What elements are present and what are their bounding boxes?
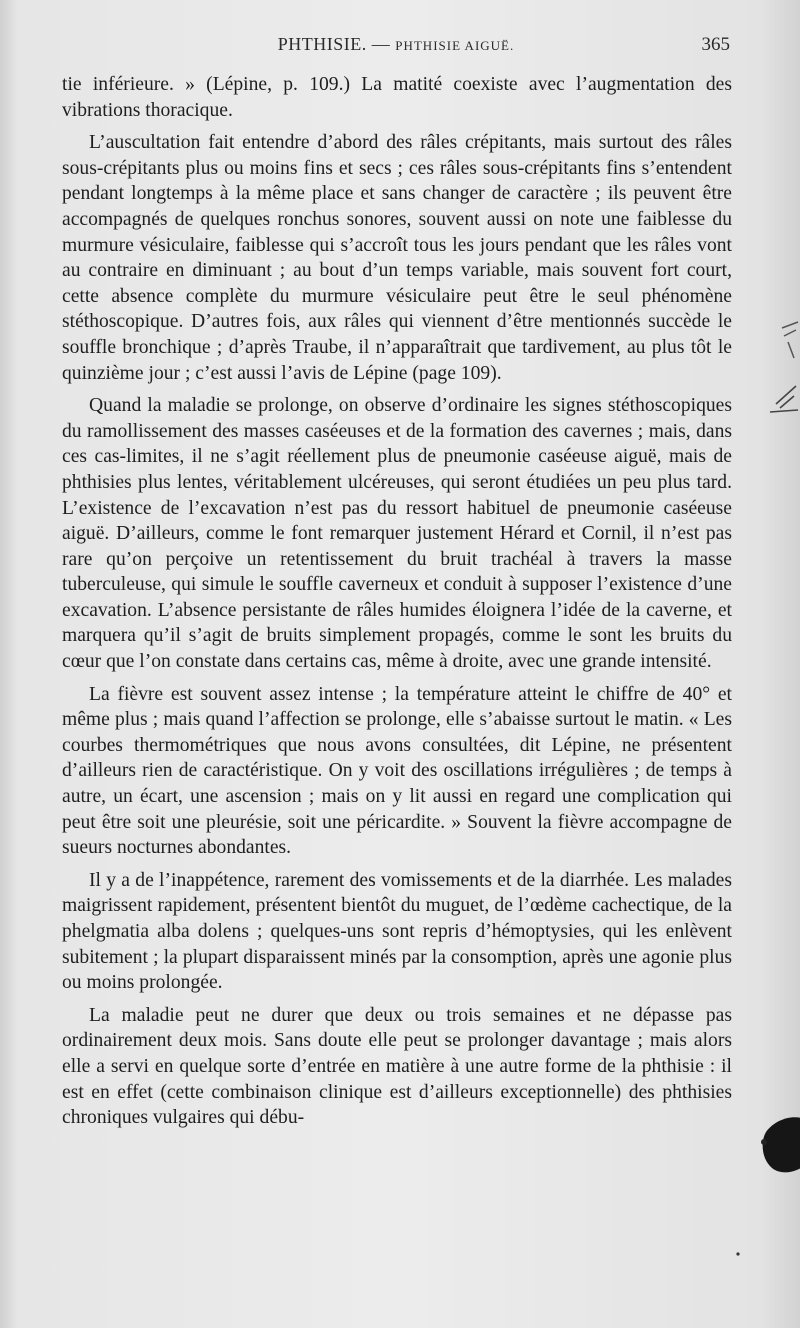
paragraph-2: L’auscultation fait entendre d’abord des râles crépitants, mais surtout des râles sous-crépitants plus ou moins fins et secs ; ces râles sous-crépitants fins s’entendent pendant longtemps à la même place et sans changer de caractère ; ils peuvent être accompagnés de quelques ronchus sonores, souvent aussi on note une faiblesse du murmure vésiculaire, faiblesse qui s’accroît tous les jours pendant que les râles vont au contraire en diminuant ; au bout d’un temps variable, mais souvent fort court, cette absence complète du murmure vésiculaire peut être le seul phénomène stéthoscopique. D’autres fois, aux râles qui viennent d’être mentionnés succède le souffle bronchique ; d’après Traube, il n’apparaîtrait que tardivement, au plus tôt le quinzième jour ; c’est aussi l’avis de Lépine (page 109).	[62, 132, 732, 384]
paragraph-3: Quand la maladie se prolonge, on observe d’ordinaire les signes stéthoscopiques du ramollissement des masses caséeuses et de la formation des cavernes ; mais, dans ces cas-limites, il ne s’agit réellement plus de pneumonie caséeuse aiguë, mais de phthisies plus lentes, véritablement ulcéreuses, qui seront étudiées un peu plus tard. L’existence de l’excavation n’est pas du ressort habituel de pneumonie caséeuse aiguë. D’ailleurs, comme le font remarquer justement Hérard et Cornil, il n’est pas rare qu’on perçoive un retentissement du bruit trachéal à travers la masse tuberculeuse, qui simule le souffle caverneux et conduit à supposer l’existence d’une excavation. L’absence persistante de râles humides éloignera l’idée de la caverne, et marquera qu’il s’agit de bruits simplement propagés, comme le sont les bruits du cœur que l’on constate dans certains cas, même à droite, avec une grande intensité.	[62, 395, 732, 673]
running-title-sub: PHTHISIE AIGUË.	[395, 38, 515, 53]
running-head	[62, 34, 730, 60]
paragraph-5: Il y a de l’inappétence, rarement des vomissements et de la diarrhée. Les malades maigrissent rapidement, présentent bientôt du muguet, de l’œdème cachectique, de la phelgmatia alba dolens ; quelques-uns sont repris d’hémoptysies, qui les enlèvent subitement ; la plupart disparaissent minés par la consomption, après une agonie plus ou moins prolongée.	[62, 869, 732, 994]
paragraph-1: tie inférieure. » (Lépine, p. 109.) La matité coexiste avec l’augmentation des vibrations thoracique.	[62, 74, 732, 121]
page-number: 365	[701, 34, 730, 55]
paragraph-4: La fièvre est souvent assez intense ; la température atteint le chiffre de 40° et même plus ; mais quand l’affection se prolonge, elle s’abaisse surtout le matin. « Les courbes thermométriques que nous avons consultées, dit Lépine, ne présentent d’ailleurs rien de caractéristique. On y voit des oscillations irrégulières ; de temps à autre, un écart, une ascension ; mais on y lit aussi en regard une complication qui peut être soit une pleurésie, soit une péricardite. » Souvent la fièvre accompagne de sueurs nocturnes abondantes.	[62, 683, 732, 859]
running-title	[62, 34, 730, 55]
body-text	[62, 72, 732, 1138]
ink-blot-icon	[756, 1112, 800, 1176]
running-title-dash: —	[371, 34, 391, 54]
paragraph-6: La maladie peut ne durer que deux ou trois semaines et ne dépasse pas ordinairement deux mois. Sans doute elle peut se prolonger davantage ; mais alors elle a servi en quelque sorte d’entrée en matière à une autre forme de la phthisie : il est en effet (cette combinaison clinique est d’ailleurs exceptionnelle) des phthisies chroniques vulgaires qui débu-	[62, 1004, 732, 1129]
running-title-main: PHTHISIE.	[277, 34, 367, 54]
stray-dot-icon	[736, 1252, 740, 1256]
pencil-marks-icon	[740, 300, 800, 440]
